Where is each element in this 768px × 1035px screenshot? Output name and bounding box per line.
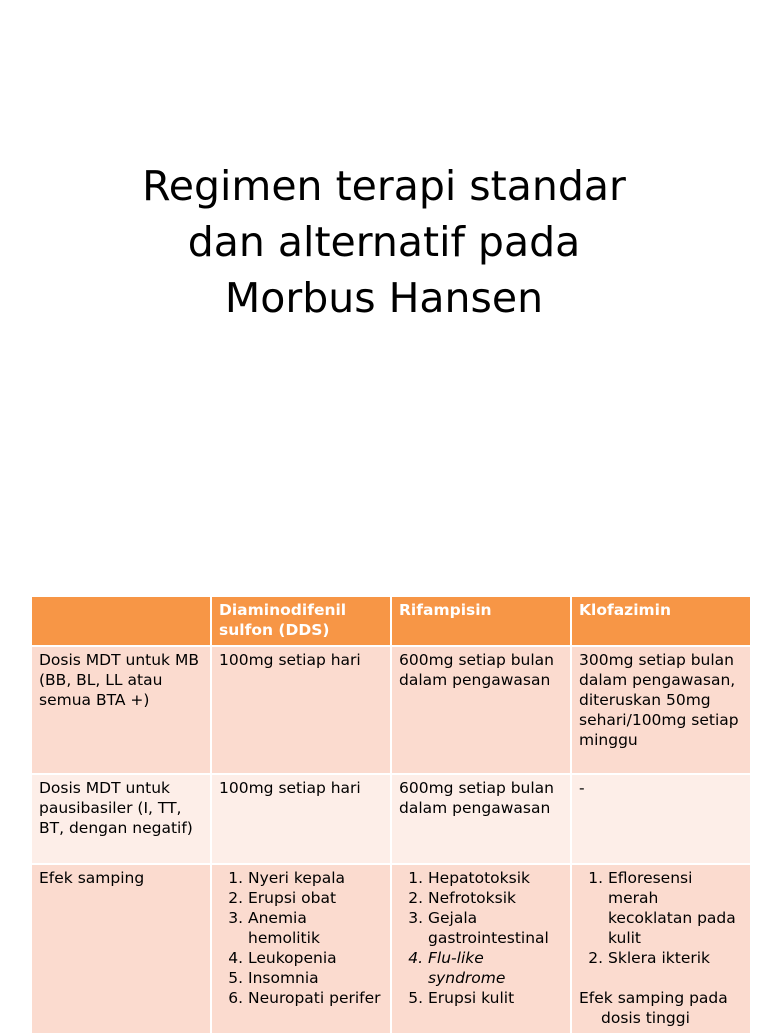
list-item: 3. Gejala gastrointestinal [428,908,563,948]
header-empty-cell [31,596,211,646]
note-line: Efek samping pada [579,989,728,1007]
note-line: dosis tinggi [601,1009,690,1027]
list-item: 5. Erupsi kulit [428,988,563,1008]
list-item: 4. Flu-like syndrome [428,948,563,988]
table-row-mb [31,646,751,774]
table-header-row [31,596,751,646]
cell-rifampisin: 600mg setiap bulan dalam pengawasan [391,646,571,774]
list-item: 4. Leukopenia [248,948,383,968]
row-label: Dosis MDT untuk MB (BB, BL, LL atau semua BTA +) [31,646,211,774]
list-item: 2. Sklera ikterik [608,948,743,968]
table-row-efek-samping [31,864,751,1034]
rifampisin-side-effects-list [399,868,563,1008]
klofazimin-side-effects-list [579,868,743,968]
list-item: 1. Efloresensi merah kecoklatan pada kulit [608,868,743,948]
list-item: 1. Hepatotoksik [428,868,563,888]
regimen-table [30,595,752,1035]
cell-klofazimin: - [571,774,751,864]
dds-side-effects-list [219,868,383,1008]
row-label: Dosis MDT untuk pausibasiler (I, TT, BT, dengan negatif) [31,774,211,864]
list-item: 2. Nefrotoksik [428,888,563,908]
klofazimin-note [579,988,743,1028]
cell-dds: 100mg setiap hari [211,774,391,864]
title-line-3: Morbus Hansen [224,274,544,322]
row-label: Efek samping [31,864,211,1034]
cell-klofazimin: 300mg setiap bulan dalam pengawasan, diteruskan 50mg sehari/100mg setiap minggu [571,646,751,774]
list-item: 5. Insomnia [248,968,383,988]
table-row-pb [31,774,751,864]
title-line-2: dan alternatif pada [187,218,581,266]
cell-dds [211,864,391,1034]
header-dds: Diaminodifenil sulfon (DDS) [211,596,391,646]
cell-dds: 100mg setiap hari [211,646,391,774]
list-item: 2. Erupsi obat [248,888,383,908]
header-rifampisin: Rifampisin [391,596,571,646]
header-klofazimin: Klofazimin [571,596,751,646]
list-item: 3. Anemia hemolitik [248,908,383,948]
cell-rifampisin: 600mg setiap bulan dalam pengawasan [391,774,571,864]
slide-title [60,158,708,326]
list-item: 6. Neuropati perifer [248,988,383,1008]
list-item: 1. Nyeri kepala [248,868,383,888]
title-line-1: Regimen terapi standar [142,162,626,210]
cell-rifampisin [391,864,571,1034]
cell-klofazimin [571,864,751,1034]
